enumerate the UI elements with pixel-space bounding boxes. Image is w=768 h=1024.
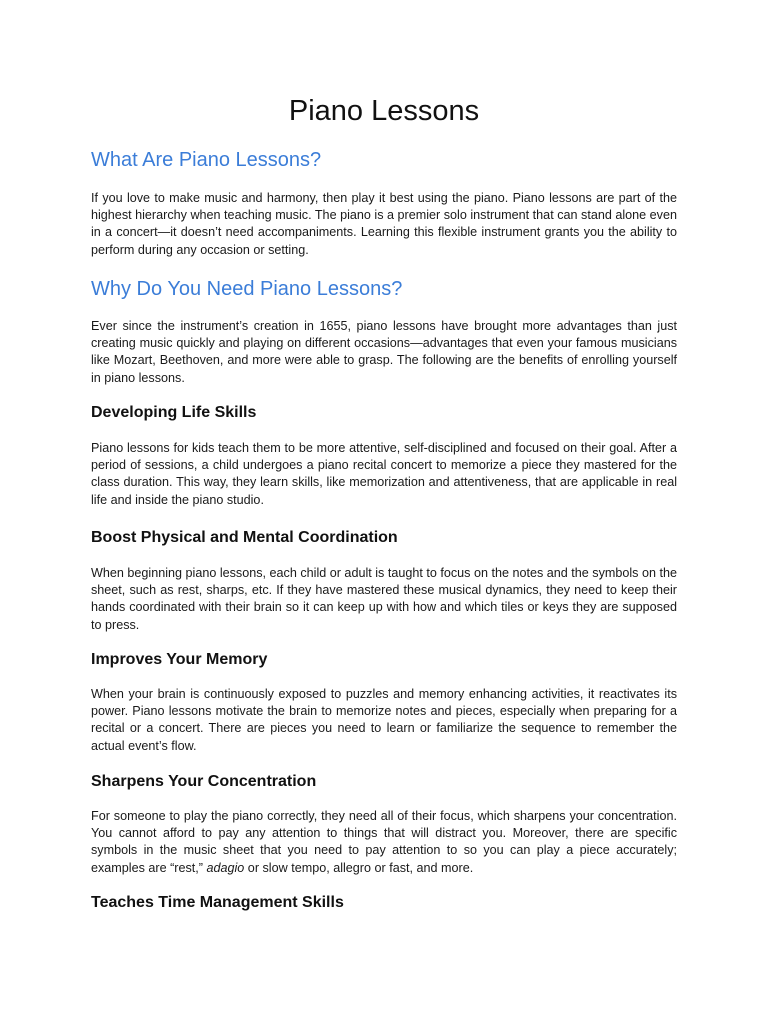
concentration-text-before: For someone to play the piano correctly, they need all of their focus, which sharpens your concentration. You cannot afford to pay any attention to things that will distract you. Moreover, there are specific symbols in the music sheet that you need to pay attention to so you can play a piece accurately; examples are “rest,” xyxy=(91,809,677,875)
subsection-heading-memory: Improves Your Memory xyxy=(91,651,268,668)
subsection-heading-concentration: Sharpens Your Concentration xyxy=(91,773,317,790)
section-heading-what-are: What Are Piano Lessons? xyxy=(91,149,322,171)
subsection-paragraph-coordination: When beginning piano lessons, each child or adult is taught to focus on the notes and the symbols on the sheet, such as rest, sharps, etc. If they have mastered these musical dynamics, they need to keep their hands coordinated with their brain so it can keep up with how and which tiles or keys they are supposed to press. xyxy=(91,566,677,632)
subsection-heading-life-skills: Developing Life Skills xyxy=(91,404,257,421)
subsection-paragraph-life-skills: Piano lessons for kids teach them to be more attentive, self-disciplined and focused on their goal. After a period of sessions, a child undergoes a piano recital concert to memorize a piece they mastered for the class duration. This way, they learn skills, like memorization and attentiveness, that are applicable in real life and inside the piano studio. xyxy=(91,441,677,507)
subsection-paragraph-memory: When your brain is continuously exposed to puzzles and memory enhancing activities, it reactivates its power. Piano lessons motivate the brain to memorize notes and pieces, especially when preparing for a recital or a concert. There are pieces you need to learn or familiarize the sequence to remember the actual event’s flow. xyxy=(91,687,677,753)
concentration-text-after: or slow tempo, allegro or fast, and more. xyxy=(244,860,474,875)
subsection-heading-coordination: Boost Physical and Mental Coordination xyxy=(91,529,398,546)
section-paragraph-why-need: Ever since the instrument’s creation in 1655, piano lessons have brought more advantages than just creating music quickly and playing on different occasions—advantages that even your famous musicians like Mozart, Beethoven, and more were able to grasp. The following are the benefits of enrolling yourself in piano lessons. xyxy=(91,319,677,385)
concentration-text-italic: adagio xyxy=(206,860,245,875)
subsection-paragraph-concentration xyxy=(91,808,677,877)
page-title: Piano Lessons xyxy=(288,95,480,127)
section-paragraph-what-are: If you love to make music and harmony, then play it best using the piano. Piano lessons are part of the highest hierarchy when teaching music. The piano is a premier solo instrument that can stand alone even in a concert—it doesn’t need accompaniments. Learning this flexible instrument grants you the ability to perform during any occasion or setting. xyxy=(91,191,677,257)
section-heading-why-need: Why Do You Need Piano Lessons? xyxy=(91,278,403,300)
subsection-heading-time-management: Teaches Time Management Skills xyxy=(91,894,344,911)
